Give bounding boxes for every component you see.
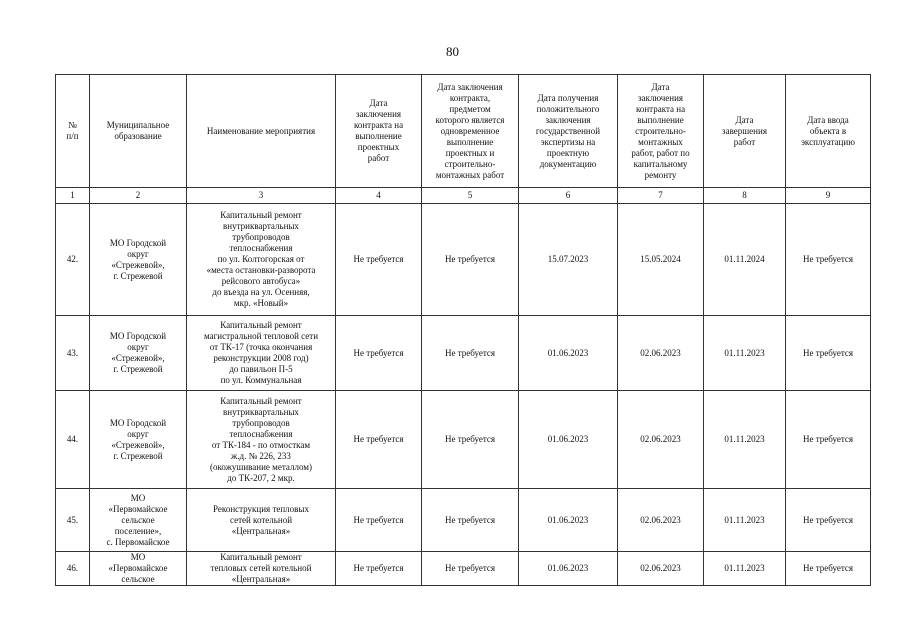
column-number: 9 <box>786 188 871 204</box>
commissioning-cell: Не требуется <box>786 316 871 391</box>
municipality-cell: МО Городской округ «Стрежевой», г. Стрежевой <box>90 316 187 391</box>
design-contract-cell: Не требуется <box>336 204 422 316</box>
municipality-cell: МО «Первомайское сельское поселение», с. Первомайское <box>90 489 187 552</box>
expertise-date-cell: 15.07.2023 <box>519 204 618 316</box>
combined-contract-cell: Не требуется <box>422 204 519 316</box>
construction-contract-date-cell: 02.06.2023 <box>618 316 704 391</box>
event-name-cell: Капитальный ремонт тепловых сетей котельной «Центральная» <box>187 552 336 586</box>
header-completion: Дата завершения работ <box>704 75 786 188</box>
construction-contract-date-cell: 02.06.2023 <box>618 391 704 489</box>
header-event-name: Наименование мероприятия <box>187 75 336 188</box>
header-row <box>56 75 871 188</box>
combined-contract-cell: Не требуется <box>422 391 519 489</box>
municipality-cell: МО Городской округ «Стрежевой», г. Стрежевой <box>90 204 187 316</box>
events-table <box>55 74 871 586</box>
table-row <box>56 489 871 552</box>
column-number: 1 <box>56 188 90 204</box>
commissioning-cell: Не требуется <box>786 552 871 586</box>
page-number: 80 <box>446 44 459 59</box>
row-number: 42. <box>56 204 90 316</box>
column-number: 2 <box>90 188 187 204</box>
event-name-cell: Реконструкция тепловых сетей котельной «Центральная» <box>187 489 336 552</box>
column-number: 7 <box>618 188 704 204</box>
construction-contract-date-cell: 15.05.2024 <box>618 204 704 316</box>
column-number: 3 <box>187 188 336 204</box>
column-number: 8 <box>704 188 786 204</box>
header-expertise: Дата получения положительного заключения государственной экспертизы на проектную документацию <box>519 75 618 188</box>
design-contract-cell: Не требуется <box>336 316 422 391</box>
combined-contract-cell: Не требуется <box>422 489 519 552</box>
combined-contract-cell: Не требуется <box>422 316 519 391</box>
municipality-cell: МО «Первомайское сельское <box>90 552 187 586</box>
completion-date-cell: 01.11.2023 <box>704 316 786 391</box>
commissioning-cell: Не требуется <box>786 204 871 316</box>
header-construction-contract: Дата заключения контракта на выполнение строительно- монтажных работ, работ по капитальному ремонту <box>618 75 704 188</box>
completion-date-cell: 01.11.2023 <box>704 552 786 586</box>
design-contract-cell: Не требуется <box>336 552 422 586</box>
construction-contract-date-cell: 02.06.2023 <box>618 552 704 586</box>
row-number: 46. <box>56 552 90 586</box>
table-row <box>56 204 871 316</box>
header-commissioning: Дата ввода объекта в эксплуатацию <box>786 75 871 188</box>
design-contract-cell: Не требуется <box>336 391 422 489</box>
expertise-date-cell: 01.06.2023 <box>519 316 618 391</box>
completion-date-cell: 01.11.2024 <box>704 204 786 316</box>
table-row <box>56 552 871 586</box>
header-num: № п/п <box>56 75 90 188</box>
column-number-row <box>56 188 871 204</box>
combined-contract-cell: Не требуется <box>422 552 519 586</box>
event-name-cell: Капитальный ремонт внутриквартальных трубопроводов теплоснабжения от ТК-184 - по отмосткам ж.д. № 226, 233 (окожушивание металлом) до ТК-207, 2 мкр. <box>187 391 336 489</box>
expertise-date-cell: 01.06.2023 <box>519 489 618 552</box>
commissioning-cell: Не требуется <box>786 489 871 552</box>
event-name-cell: Капитальный ремонт внутриквартальных трубопроводов теплоснабжения по ул. Колтогорская от «места остановки-разворота рейсового автобуса» до въезда на ул. Осенняя, мкр. «Новый» <box>187 204 336 316</box>
completion-date-cell: 01.11.2023 <box>704 489 786 552</box>
header-combined-contract: Дата заключения контракта, предметом которого является одновременное выполнение проектных и строительно- монтажных работ <box>422 75 519 188</box>
construction-contract-date-cell: 02.06.2023 <box>618 489 704 552</box>
column-number: 5 <box>422 188 519 204</box>
design-contract-cell: Не требуется <box>336 489 422 552</box>
row-number: 43. <box>56 316 90 391</box>
column-number: 6 <box>519 188 618 204</box>
table-row <box>56 391 871 489</box>
table-row <box>56 316 871 391</box>
event-name-cell: Капитальный ремонт магистральной тепловой сети от ТК-17 (точка окончания реконструкции 2008 год) до павильон П-5 по ул. Коммунальная <box>187 316 336 391</box>
completion-date-cell: 01.11.2023 <box>704 391 786 489</box>
row-number: 44. <box>56 391 90 489</box>
municipality-cell: МО Городской округ «Стрежевой», г. Стрежевой <box>90 391 187 489</box>
expertise-date-cell: 01.06.2023 <box>519 391 618 489</box>
expertise-date-cell: 01.06.2023 <box>519 552 618 586</box>
column-number: 4 <box>336 188 422 204</box>
row-number: 45. <box>56 489 90 552</box>
header-municipality: Муниципальное образование <box>90 75 187 188</box>
header-design-contract: Дата заключения контракта на выполнение проектных работ <box>336 75 422 188</box>
commissioning-cell: Не требуется <box>786 391 871 489</box>
